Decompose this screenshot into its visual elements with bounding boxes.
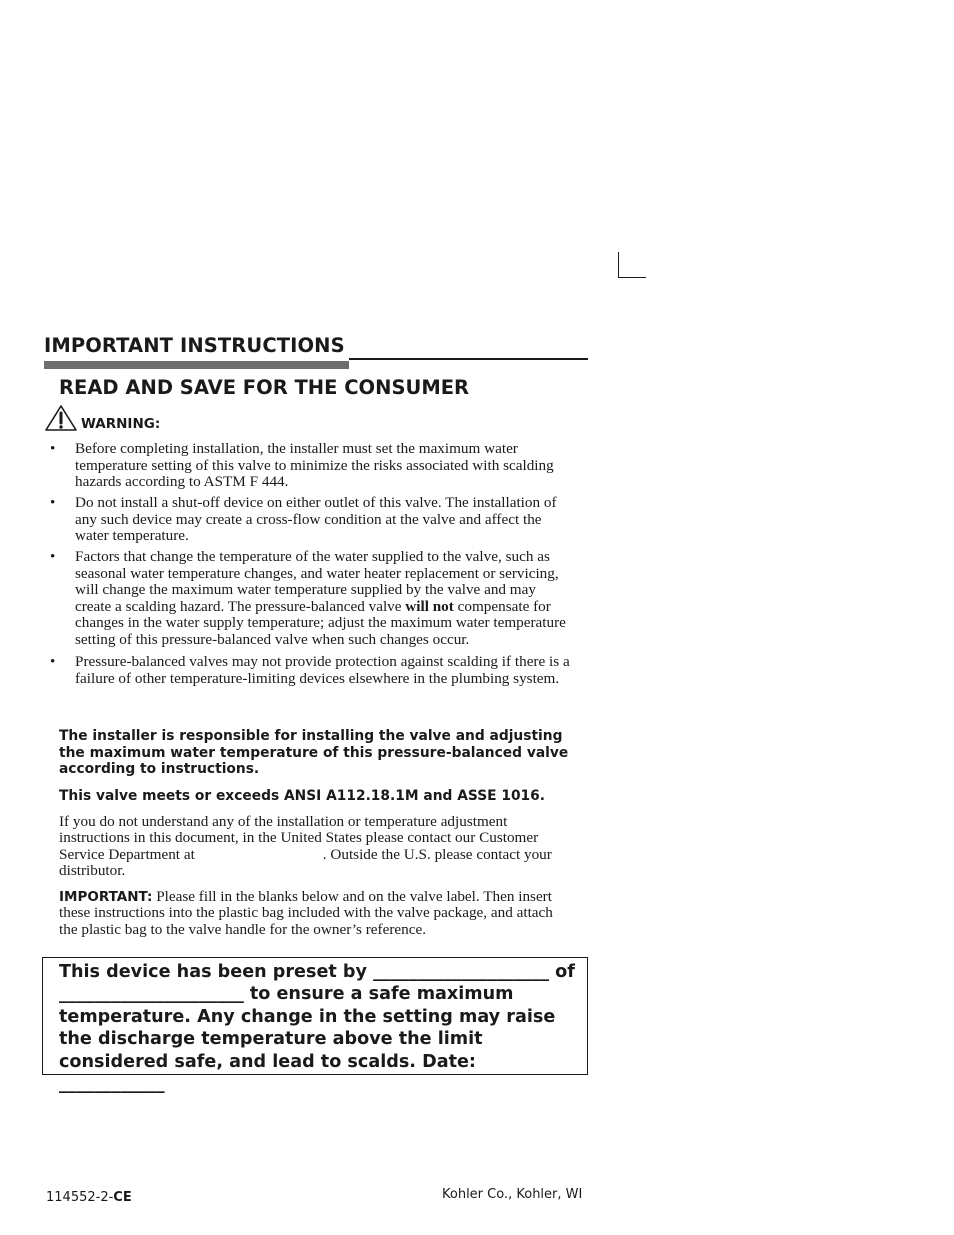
warning-item: • Before completing installation, the installer must set the maximum water temperature setting of this valve to minimize the risks associated with scalding hazards according to ASTM F 444. [50,440,554,490]
warning-item: • Pressure-balanced valves may not provide protection against scalding if there is a failure of other temperature-limiting devices elsewhere in the plumbing system. [50,653,570,687]
warning-list [50,441,570,692]
bullet-icon: • [50,440,56,457]
company-name: Kohler Co., Kohler, WI [442,1187,583,1202]
important-label: IMPORTANT: [59,889,153,905]
bullet-icon: • [50,653,56,670]
section-title: IMPORTANT INSTRUCTIONS [44,334,345,357]
bullet-icon: • [50,548,56,565]
bullet-icon: • [50,494,56,511]
preset-statement: This device has been preset by ____________________ of _____________________ to ensure a safe maximum temperature. Any change in the setting may raise the discharge temperature above the limit considered safe, and lead to scalds. Date: ____________ [59,962,575,1095]
contact-paragraph: If you do not understand any of the installation or temperature adjustment instructions in this document, in the United States please contact our Customer Service Department at . Outside the U.S. please contact your distributor. [59,813,552,879]
standards-note: This valve meets or exceeds ANSI A112.18.1M and ASSE 1016. [59,788,545,804]
section-title-underline-thick [44,361,349,369]
important-paragraph: IMPORTANT: Please fill in the blanks below and on the valve label. Then insert these instructions into the plastic bag included with the valve package, and attach the plastic bag to the valve handle for the owner’s reference. [59,888,553,938]
warning-item: • Factors that change the temperature of the water supplied to the valve, such as seasonal water temperature changes, and water heater replacement or servicing, will change the maximum water temperature supplied by the valve and may create a scalding hazard. The pressure-balanced valve will not compensate for changes in the water supply temperature; adjust the maximum water temperature setting of this pressure-balanced valve when such changes occur. [50,548,566,648]
section-subtitle: READ AND SAVE FOR THE CONSUMER [59,376,470,399]
document-number: 114552-2-CE [46,1190,132,1205]
emphasis-text: will not [405,597,454,615]
warning-item: • Do not install a shut-off device on either outlet of this valve. The installation of any such device may create a cross-flow condition at the valve and affect the water temperature. [50,494,557,544]
installer-note: The installer is responsible for installing the valve and adjusting the maximum water temperature of this pressure-balanced valve according to instructions. [59,728,569,777]
warning-triangle-icon [44,404,78,432]
preset-info-box [42,957,588,1095]
crop-mark-horizontal [618,277,646,278]
crop-mark-vertical [618,252,619,278]
warning-label: WARNING: [81,416,161,432]
section-title-underline-thin [349,358,588,360]
